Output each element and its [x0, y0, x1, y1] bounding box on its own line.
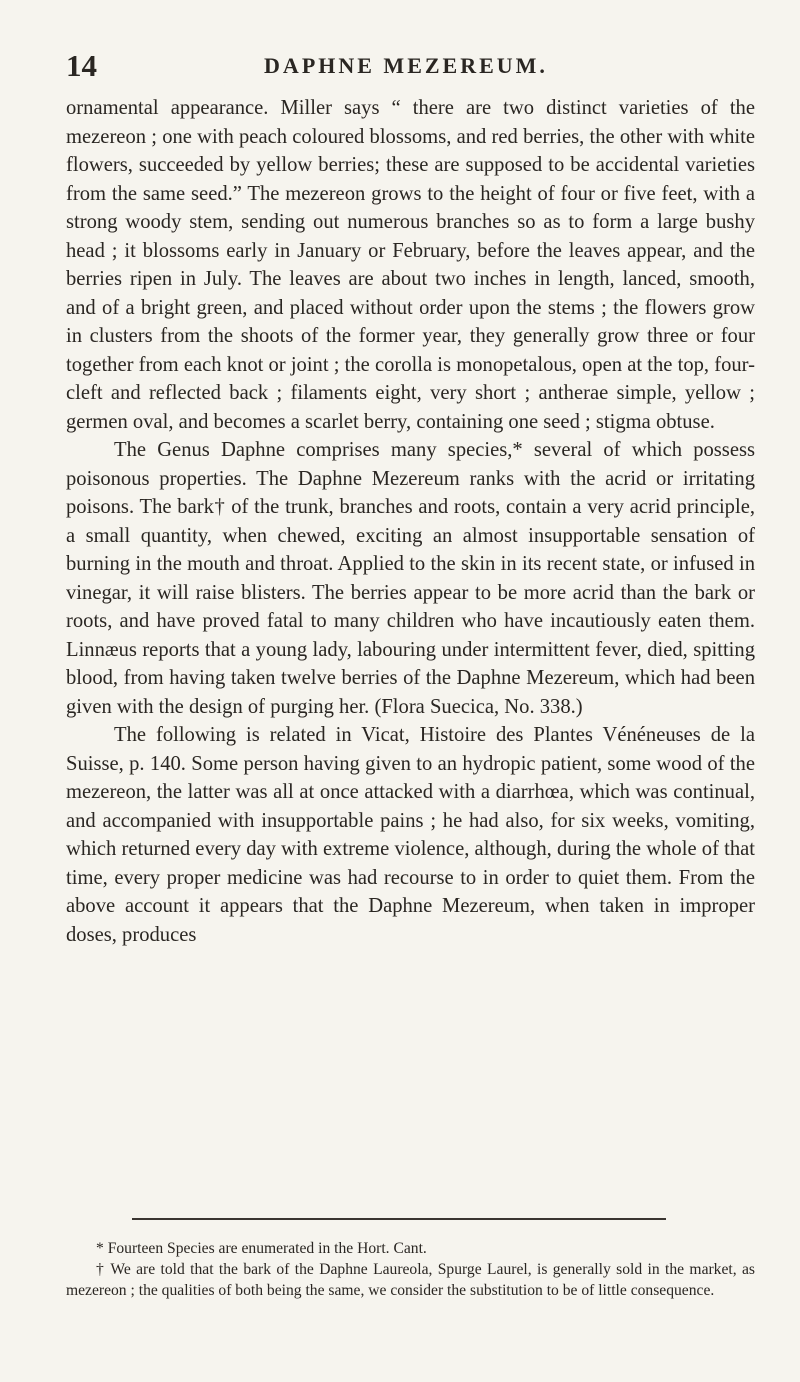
- body-text: [66, 94, 755, 949]
- paragraph: The Genus Daphne comprises many species,* several of which possess poisonous properties. The Daphne Mezereum ranks with the acrid or irritating poisons. The bark† of the trunk, branches and roots, contain a very acrid principle, a small quantity, when chewed, exciting an almost insupportable sensation of burning in the mouth and throat. Applied to the skin in its recent state, or infused in vinegar, it will raise blisters. The berries appear to be more acrid than the bark or roots, and have proved fatal to many children who have incautiously eaten them. Linnæus reports that a young lady, labouring under intermittent fever, died, spitting blood, from having taken twelve berries of the Daphne Mezereum, which had been given with the design of purging her. (Flora Suecica, No. 338.): [66, 439, 755, 718]
- paragraph: ornamental appearance. Miller says “ there are two distinct varieties of the mezereon ; one with peach coloured blossoms, and red berries, the other with white flowers, succeeded by yellow berries; these are supposed to be accidental varieties from the same seed.” The mezereon grows to the height of four or five feet, with a strong woody stem, sending out numerous branches so as to form a large bushy head ; it blossoms early in January or February, before the leaves appear, and the berries ripen in July. The leaves are about two inches in length, lanced, smooth, and of a bright green, and placed without order upon the stems ; the flowers grow in clusters from the shoots of the former year, they generally grow three or four together from each knot or joint ; the corolla is monopetalous, open at the top, four-cleft and reflected back ; filaments eight, very short ; antherae simple, yellow ; germen oval, and becomes a scarlet berry, containing one seed ; stigma obtuse.: [66, 97, 755, 433]
- page-number: 14: [66, 48, 97, 83]
- paragraph: The following is related in Vicat, Histoire des Plantes Vénéneuses de la Suisse, p. 140. Some person having given to an hydropic patient, some wood of the mezereon, the latter was all at once attacked with a diarrhœa, which was continual, and accompanied with insupportable pains ; he had also, for six weeks, vomiting, which returned every day with extreme violence, although, during the whole of that time, every proper medicine was had recourse to in order to quiet them. From the above account it appears that the Daphne Mezereum, when taken in improper doses, produces: [66, 724, 755, 946]
- page-header: [66, 46, 746, 86]
- footnote: † We are told that the bark of the Daphne Laureola, Spurge Laurel, is generally sold in the market, as mezereon ; the qualities of both being the same, we consider the substitution to be of little consequence.: [66, 1261, 755, 1299]
- footnotes: [66, 1238, 755, 1301]
- footnote: * Fourteen Species are enumerated in the Hort. Cant.: [96, 1240, 427, 1257]
- running-title: DAPHNE MEZEREUM.: [264, 53, 548, 78]
- footnote-divider: [132, 1218, 666, 1220]
